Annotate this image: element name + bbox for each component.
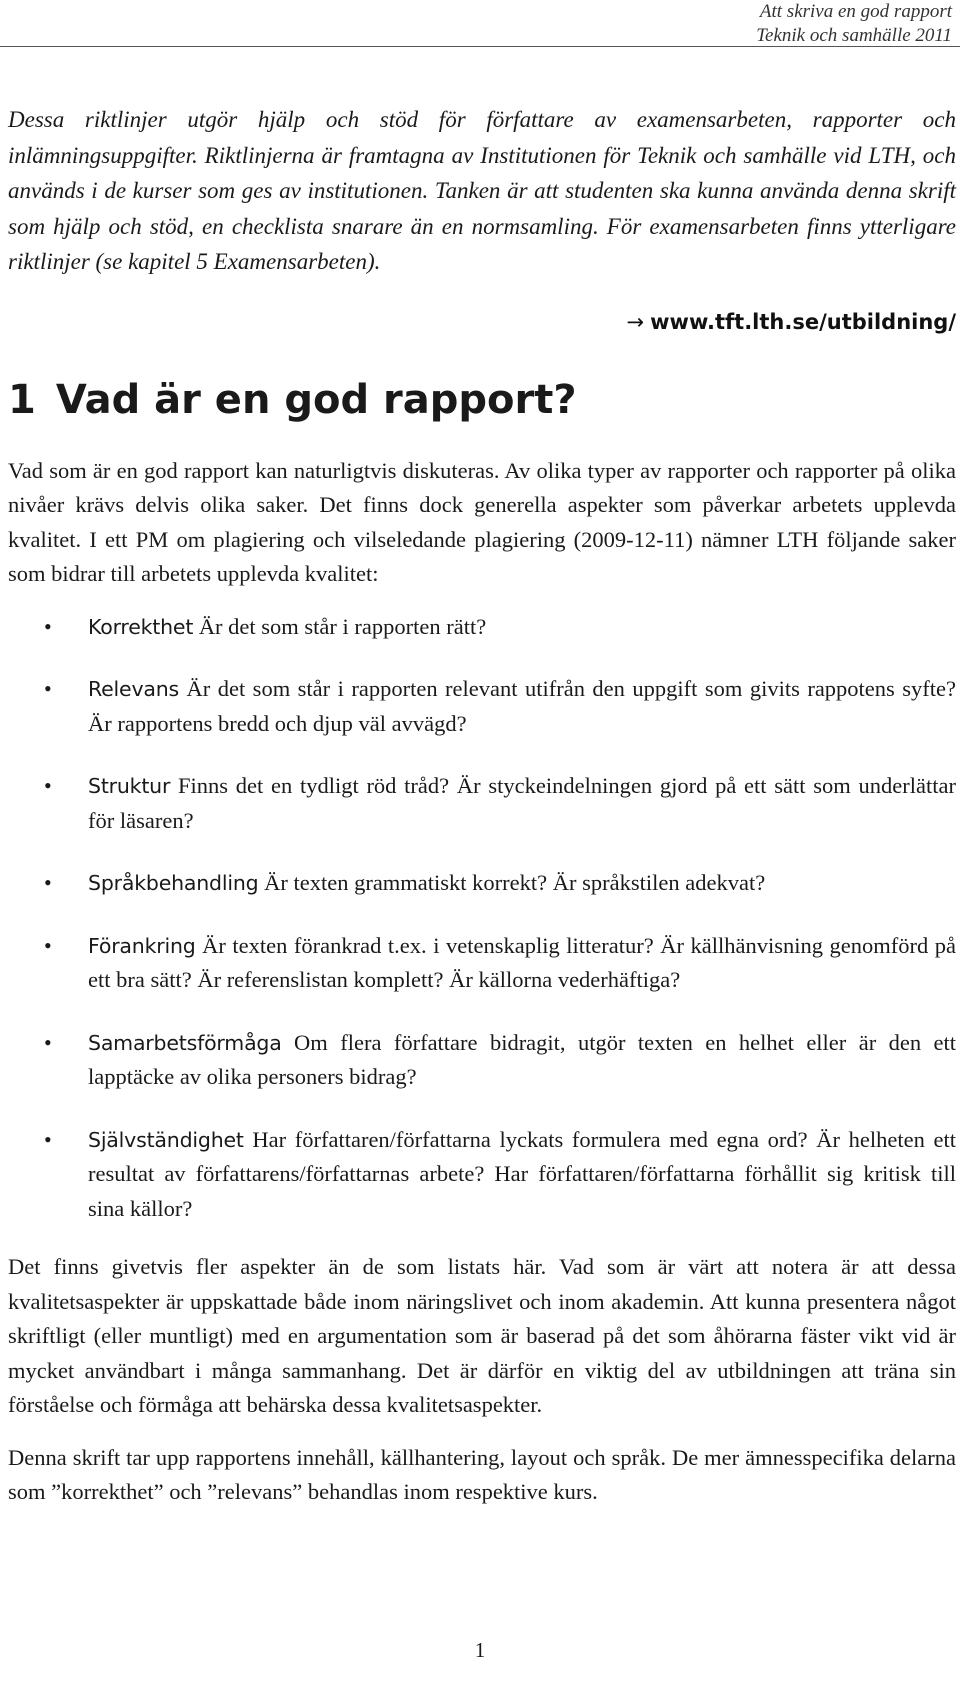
section-heading (8, 376, 956, 424)
list-item (8, 769, 956, 838)
page-number: 1 (474, 1638, 486, 1662)
intro-paragraph: Dessa riktlinjer utgör hjälp och stöd för författare av examensarbeten, rapporter och inlämningsuppgifter. Riktlinjerna är framtagna av Institutionen för Teknik och samhälle vid LTH, och används i de kurser som ges av institutionen. Tanken är att studenten ska kunna använda denna skrift som hjälp och stöd, en checklista snarare än en normsamling. För examensarbeten finns ytterligare riktlinjer (se kapitel 5 Examensarbeten). (8, 107, 956, 274)
criterion-term: Korrekthet (88, 614, 194, 639)
website-link-line (8, 310, 956, 334)
bullet-icon: • (44, 1029, 52, 1055)
criterion-term: Språkbehandling (88, 871, 259, 895)
bullet-icon: • (44, 870, 52, 895)
body-paragraph-2: Det finns givetvis fler aspekter än de som listats här. Vad som är värt att notera är att dessa kvalitetsaspekter är uppskattade både inom näringslivet och inom akademin. Att kunna presentera något skriftligt (eller muntligt) med en argumentation som är baserad på det som åhörarna fäster vikt vid är mycket användbart i många sammanhang. Det är därför en viktig del av utbildningen att träna sin förståelse och förmåga att behärska dessa kvalitetsaspekter. (8, 1254, 956, 1417)
list-item (8, 610, 956, 645)
criterion-term: Förankring (88, 933, 196, 958)
list-item (8, 672, 956, 741)
page-content (8, 102, 956, 1510)
list-item (8, 866, 956, 901)
criterion-term: Relevans (88, 677, 180, 701)
section-title: Vad är en god rapport? (55, 376, 577, 423)
criterion-text: Är texten förankrad t.ex. i vetenskaplig litteratur? Är källhänvisning genomförd på ett bra sätt? Är referenslistan komplett? Är källorna vederhäftiga? (88, 932, 957, 992)
criterion-text: Är texten grammatiskt korrekt? Är språkstilen adekvat? (264, 870, 766, 895)
header-title: Att skriva en god rapport (759, 1, 952, 22)
criterion-text: Finns det en tydligt röd tråd? Är styckeindelningen gjord på ett sätt som underlättar för läsaren? (88, 773, 956, 833)
bullet-icon: • (44, 773, 52, 798)
header-divider (0, 46, 960, 47)
criterion-text: Är det som står i rapporten relevant utifrån den uppgift som givits rappotens syfte? Är rapportens bredd och djup väl avvägd? (88, 676, 957, 736)
criterion-text: Är det som står i rapporten rätt? (198, 613, 487, 639)
running-header (252, 0, 952, 48)
list-item (8, 929, 956, 998)
criterion-text: Om flera författare bidragit, utgör texten en helhet eller är den ett lapptäcke av olika personers bidrag? (88, 1029, 956, 1089)
body-paragraph-3: Denna skrift tar upp rapportens innehåll, källhantering, layout och språk. De mer ämnesspecifika delarna som ”korrekthet” och ”relevans” behandlas inom respektive kurs. (8, 1444, 956, 1504)
criterion-term: Självständighet (88, 1127, 244, 1152)
section-number: 1 (8, 376, 36, 423)
header-subtitle: Teknik och samhälle 2011 (756, 25, 952, 46)
bullet-icon: • (44, 613, 52, 639)
website-link[interactable]: www.tft.lth.se/utbildning/ (650, 309, 956, 334)
bullet-icon: • (44, 676, 52, 701)
list-item (8, 1026, 956, 1095)
bullet-icon: • (44, 932, 52, 958)
criterion-term: Samarbetsförmåga (88, 1030, 282, 1055)
criterion-term: Struktur (88, 774, 171, 798)
body-paragraph-1: Vad som är en god rapport kan naturligtvis diskuteras. Av olika typer av rapporter och rapporter på olika nivåer krävs delvis olika saker. Det finns dock generella aspekter som påverkar arbetets upplevda kvalitet. I ett PM om plagiering och vilseledande plagiering (2009-12-11) nämner LTH följande saker som bidrar till arbetets upplevda kvalitet: (8, 457, 956, 586)
list-item (8, 1123, 956, 1227)
quality-criteria-list (8, 610, 956, 1227)
criterion-text: Har författaren/författarna lyckats formulera med egna ord? Är helheten ett resultat av författarens/författarnas arbete? Har författaren/författarna förhållit sig kritisk till sina källor? (88, 1126, 956, 1221)
arrow-right-icon: → (626, 309, 645, 334)
bullet-icon: • (44, 1126, 52, 1152)
